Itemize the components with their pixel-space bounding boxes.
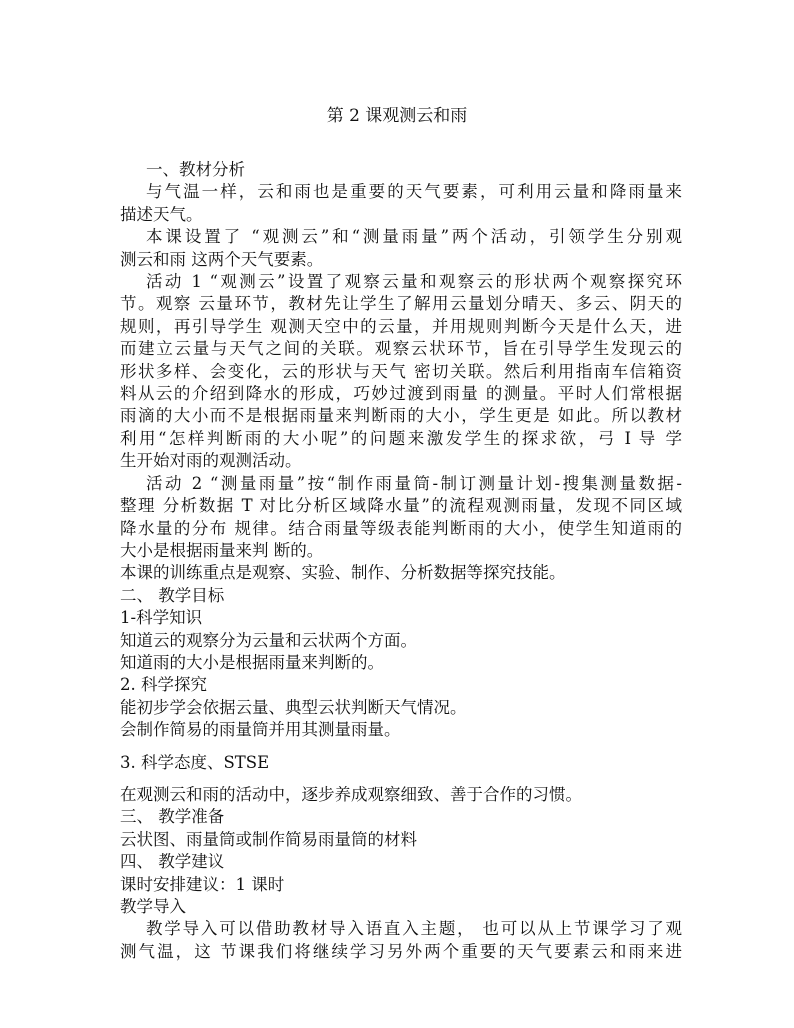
goal-item: [120, 697, 682, 719]
text-line: 活动 1 “观测云”设置了观察云量和观察云的形状两个观察探究环: [146, 272, 682, 292]
text-line: 规则，再引导学生 观测天空中的云量，并用规则判断今天是什么天，进: [120, 316, 682, 336]
text-line: 一、教材分析: [146, 160, 245, 179]
text-line: 在观测云和雨的活动中，逐步养成观察细致、善于合作的习惯。: [120, 784, 582, 804]
section-heading-1: [120, 159, 682, 181]
text-line: 本课设置了 “观测云”和“测量雨量”两个活动，引领学生分别观: [146, 227, 682, 247]
paragraph-skills: [120, 562, 682, 584]
text-line: 形状多样、会变化，云的形状与天气 密切关联。然后利用指南车信箱资: [120, 361, 682, 381]
text-line: 雨滴的大小而不是根据雨量来判断雨的大小，学生更是 如此。所以教材: [120, 406, 682, 426]
schedule-text: [120, 874, 682, 896]
section-heading-2: [120, 585, 682, 607]
text-line: 本课的训练重点是观察、实验、制作、分析数据等探究技能。: [120, 563, 566, 583]
text-line: 整理 分析数据 T 对比分析区域降水量”的流程观测雨量，发现不同区域: [120, 496, 682, 516]
materials-text: [120, 829, 682, 851]
subheading-inquiry: [120, 674, 682, 696]
subheading-knowledge: [120, 607, 682, 629]
text-line: 3. 科学态度、STSE: [120, 752, 270, 772]
text-line: 与气温一样，云和雨也是重要的天气要素，可利用云量和降雨量来: [146, 182, 682, 202]
text-line: 节。观察 云量环节，教材先让学生了解用云量划分晴天、多云、阴天的: [120, 294, 682, 314]
text-line: 测云和雨 这两个天气要素。: [120, 249, 324, 269]
document-body: [120, 159, 682, 963]
text-line: 课时安排建议：1 课时: [120, 874, 285, 894]
text-line: 生开始对雨的观测活动。: [120, 451, 302, 471]
text-line: 描述天气。: [120, 204, 203, 224]
text-line: 教学导入: [120, 897, 186, 916]
paragraph-overview: [120, 226, 682, 271]
text-line: 能初步学会依据云量、典型云状判断天气情况。: [120, 697, 467, 717]
text-line: 知道雨的大小是根据雨量来判断的。: [120, 652, 384, 672]
text-line: 测气温，这 节课我们将继续学习另外两个重要的天气要素云和雨来进: [120, 941, 682, 961]
text-line: 活动 2 “测量雨量”按“制作雨量筒-制订测量计划-搜集测量数据-: [146, 473, 682, 493]
text-line: 四、 教学建议: [120, 852, 225, 872]
goal-item: [120, 784, 682, 806]
text-line: 教学导入可以借助教材导入语直入主题， 也可以从上节课学习了观: [146, 919, 682, 939]
text-line: 降水量的分布 规律。结合雨量等级表能判断雨的大小，使学生知道雨的: [120, 518, 682, 538]
text-line: 大小是根据雨量来判 断的。: [120, 540, 324, 560]
goal-item: [120, 652, 682, 674]
paragraph-introduction: [120, 918, 682, 963]
subheading-attitude: [120, 752, 682, 774]
text-line: 知道云的观察分为云量和云状两个方面。: [120, 630, 417, 650]
paragraph-activity-2: [120, 473, 682, 563]
goal-item: [120, 630, 682, 652]
page-title: 第 2 课观测云和雨: [326, 106, 468, 126]
section-heading-4: [120, 851, 682, 873]
paragraph-activity-1: [120, 271, 682, 473]
text-line: 料从云的介绍到降水的形成，巧妙过渡到雨量 的测量。平时人们常根据: [120, 384, 682, 404]
text-line: 1-科学知识: [120, 608, 203, 628]
goal-item: [120, 719, 682, 741]
text-line: 云状图、雨量筒或制作简易雨量筒的材料: [120, 829, 417, 849]
text-line: 二、 教学目标: [120, 585, 225, 605]
subheading-introduction: [120, 896, 682, 918]
text-line: 三、 教学准备: [120, 807, 225, 827]
text-line: 2. 科学探究: [120, 675, 207, 695]
text-line: 而建立云量与天气之间的关联。观察云状环节，旨在引导学生发现云的: [120, 339, 682, 359]
text-line: 利用“怎样判断雨的大小呢”的问题来激发学生的探求欲，弓 I 导 学: [120, 428, 682, 448]
paragraph-intro: [120, 181, 682, 226]
text-line: 会制作简易的雨量筒并用其测量雨量。: [120, 720, 401, 740]
section-heading-3: [120, 806, 682, 828]
